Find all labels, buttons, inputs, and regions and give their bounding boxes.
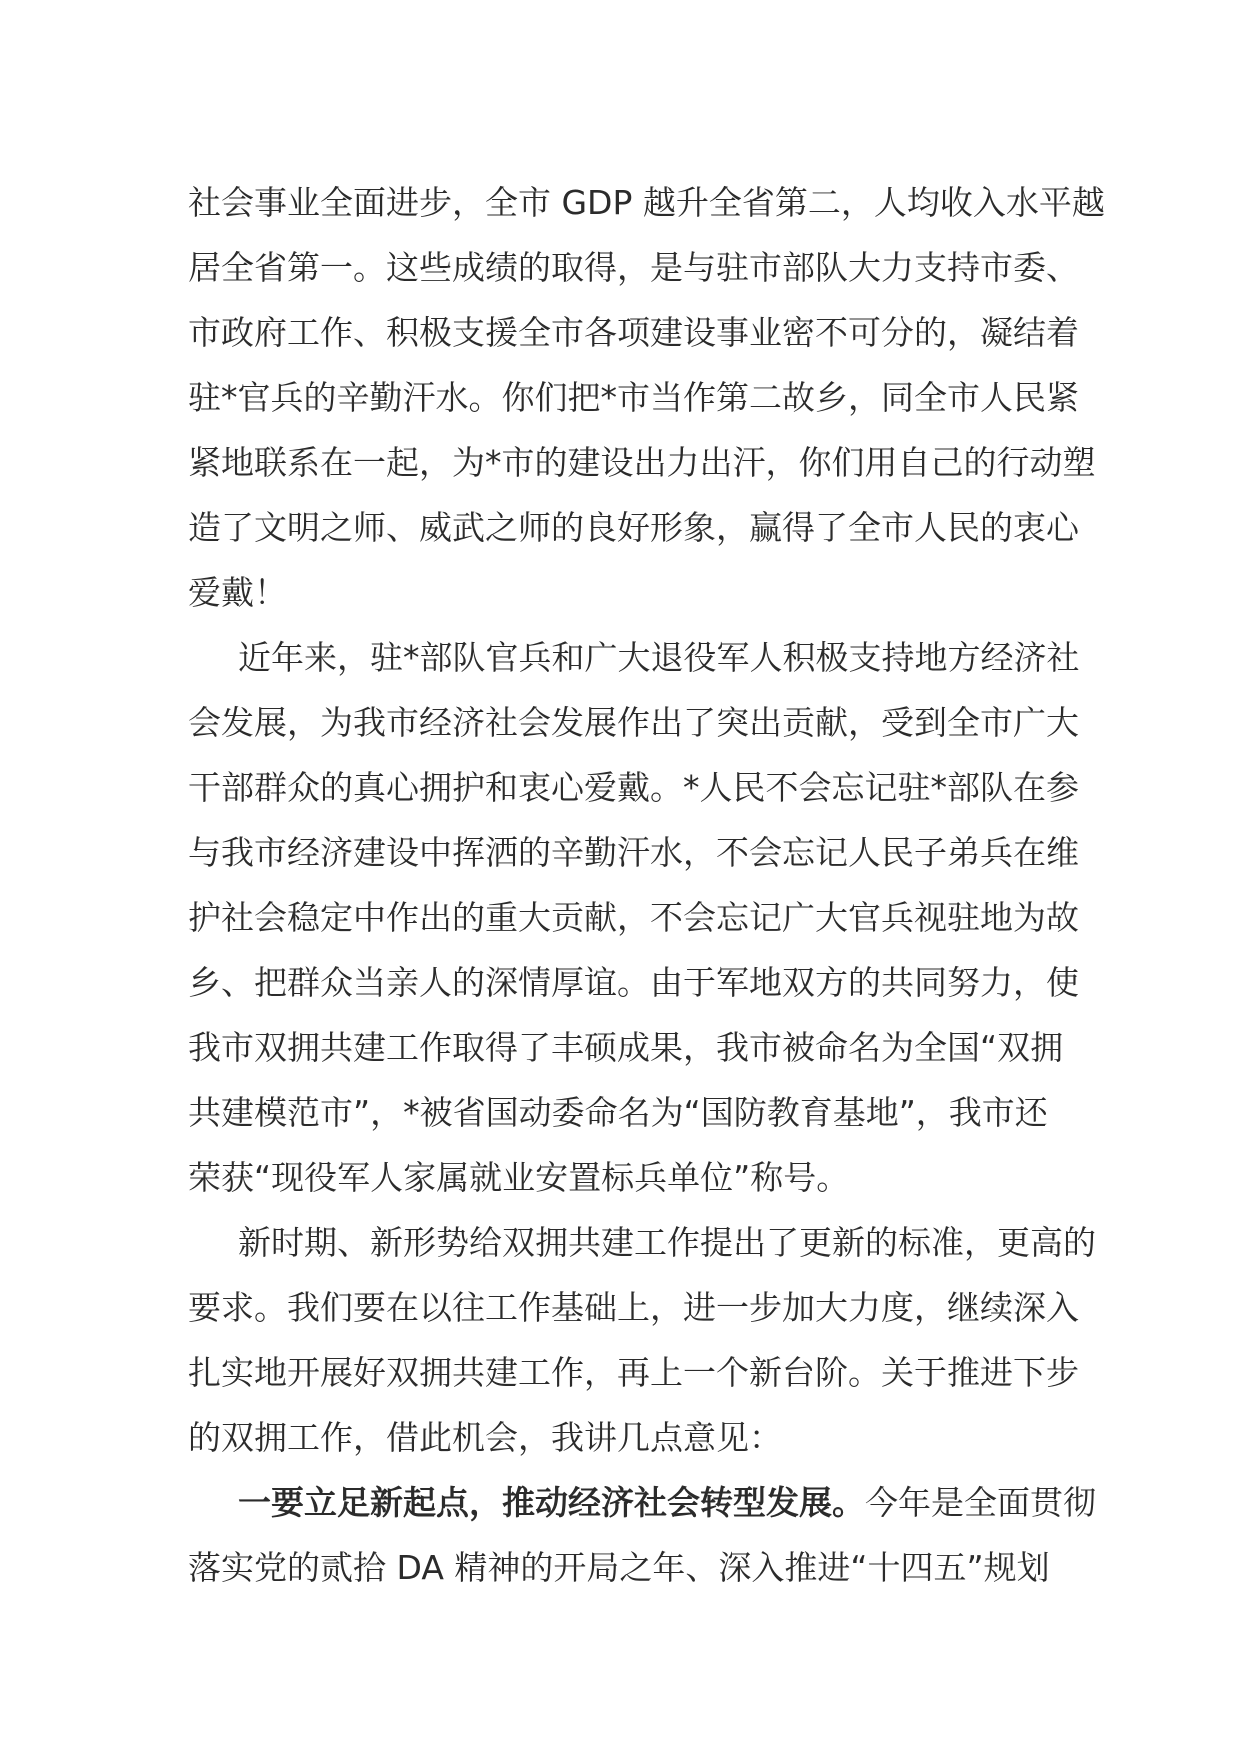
paragraph-4-line: 落实党的贰拾 DA 精神的开局之年、深入推进“十四五”规划: [188, 1548, 1050, 1587]
paragraph-2-line: 共建模范市”，*被省国动委命名为“国防教育基地”，我市还: [188, 1093, 1048, 1132]
paragraph-1-line: 爱戴！: [188, 573, 287, 612]
paragraph-2-line: 会发展，为我市经济社会发展作出了突出贡献，受到全市广大: [188, 703, 1079, 742]
document-body: [188, 170, 1105, 1600]
paragraph-3-line: 扎实地开展好双拥共建工作，再上一个新台阶。关于推进下步: [188, 1353, 1079, 1392]
paragraph-1-line: 造了文明之师、威武之师的良好形象，赢得了全市人民的衷心: [188, 508, 1079, 547]
paragraph-2-line: 我市双拥共建工作取得了丰硕成果，我市被命名为全国“双拥: [188, 1028, 1064, 1067]
paragraph-4-line: [188, 1470, 1096, 1535]
paragraph-3-line: 新时期、新形势给双拥共建工作提出了更新的标准，更高的: [238, 1223, 1096, 1262]
paragraph-2-line: 荣获“现役军人家属就业安置标兵单位”称号。: [188, 1158, 850, 1197]
paragraph-2-line: 近年来，驻*部队官兵和广大退役军人积极支持地方经济社: [238, 638, 1080, 677]
paragraph-3-line: 要求。我们要在以往工作基础上，进一步加大力度，继续深入: [188, 1288, 1079, 1327]
paragraph-3-line: 的双拥工作，借此机会，我讲几点意见：: [188, 1418, 782, 1457]
paragraph-4-line-rest: 今年是全面贯彻: [865, 1483, 1096, 1522]
paragraph-1-line: 社会事业全面进步，全市 GDP 越升全省第二，人均收入水平越: [188, 183, 1105, 222]
paragraph-1-line: 驻*官兵的辛勤汗水。你们把*市当作第二故乡，同全市人民紧: [188, 378, 1079, 417]
paragraph-1-line: 居全省第一。这些成绩的取得，是与驻市部队大力支持市委、: [188, 248, 1079, 287]
paragraph-2-line: 护社会稳定中作出的重大贡献，不会忘记广大官兵视驻地为故: [188, 898, 1079, 937]
paragraph-1-line: 市政府工作、积极支援全市各项建设事业密不可分的，凝结着: [188, 313, 1079, 352]
paragraph-1-line: 紧地联系在一起，为*市的建设出力出汗，你们用自己的行动塑: [188, 443, 1096, 482]
paragraph-4-bold-lead: 一要立足新起点，推动经济社会转型发展。: [238, 1483, 865, 1522]
paragraph-2-line: 干部群众的真心拥护和衷心爱戴。*人民不会忘记驻*部队在参: [188, 768, 1079, 807]
paragraph-2-line: 与我市经济建设中挥洒的辛勤汗水，不会忘记人民子弟兵在维: [188, 833, 1079, 872]
paragraph-2-line: 乡、把群众当亲人的深情厚谊。由于军地双方的共同努力，使: [188, 963, 1079, 1002]
